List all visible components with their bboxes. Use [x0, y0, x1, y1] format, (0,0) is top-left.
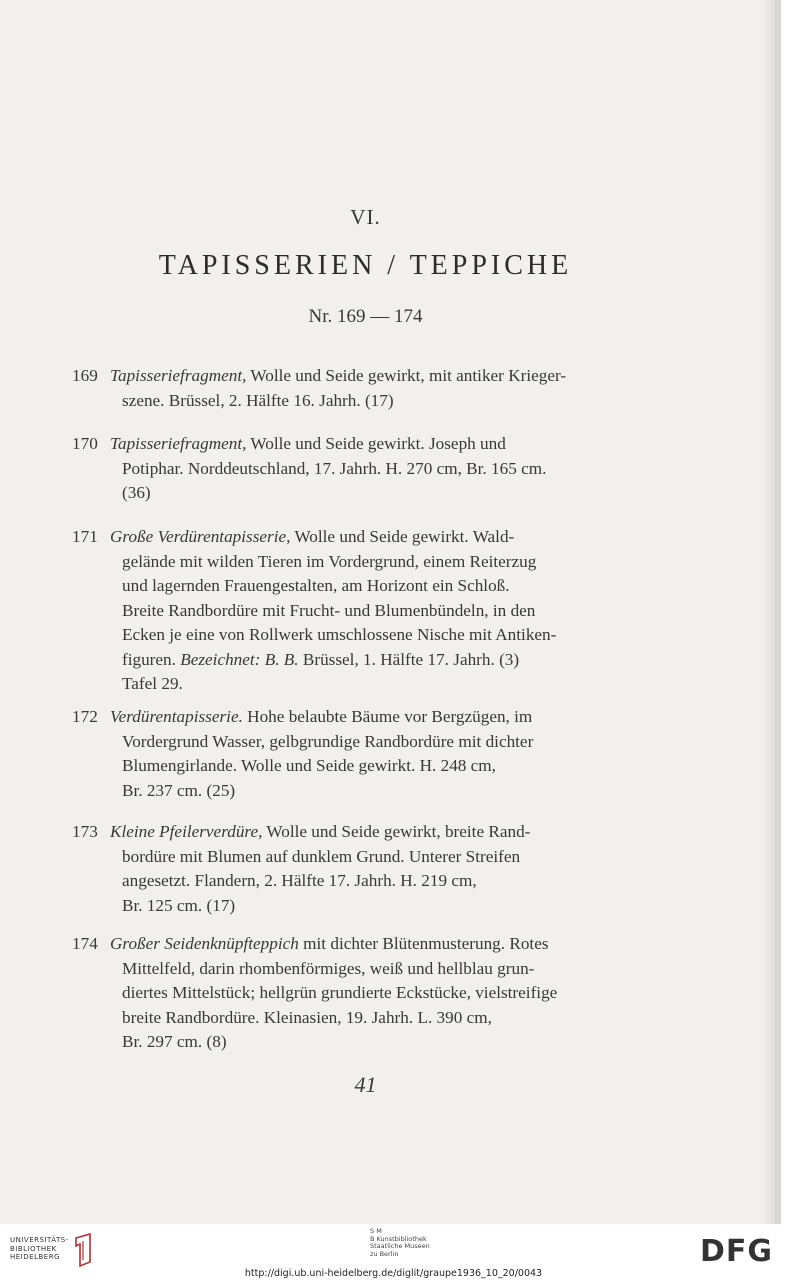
entry-line	[76, 754, 627, 779]
entry-title-italic: Tapisseriefragment,	[110, 366, 247, 385]
entry-text: Hohe belaubte Bäume vor Bergzügen, im	[242, 707, 533, 726]
entry-text: gelände mit wilden Tieren im Vordergrund, einem Reiterzug	[122, 551, 537, 571]
entry-text: bordüre mit Blumen auf dunklem Grund. Unterer Streifen	[122, 846, 521, 866]
entry-text: Wolle und Seide gewirkt. Wald-	[290, 527, 515, 546]
page-edge-shadow	[763, 0, 775, 1224]
entry-text: und lagernden Frauengestalten, am Horizont ein Schloß.	[122, 576, 510, 595]
entry-line	[76, 981, 627, 1006]
entry-number: 173	[72, 822, 98, 841]
entry-line	[76, 820, 627, 845]
entry-line	[76, 894, 627, 919]
entry-text: szene. Brüssel, 2. Hälfte 16. Jahrh. (17)	[122, 390, 394, 410]
entry-line	[76, 389, 627, 414]
entry-line	[76, 364, 627, 389]
digitization-footer	[0, 1224, 787, 1282]
entry-text: diertes Mittelstück; hellgrün grundierte Eckstücke, vielstreifige	[122, 983, 558, 1002]
entry-title-italic: Große Verdürentapisserie,	[110, 527, 291, 546]
entry-line	[76, 550, 627, 575]
entry-title-italic: Verdürentapisserie.	[110, 707, 243, 726]
entry-line	[76, 599, 627, 624]
section-title: TAPISSERIEN / TEPPICHE	[158, 250, 573, 281]
entry-line	[76, 574, 627, 599]
entry-text: Ecken je eine von Rollwerk umschlossene Nische mit Antiken-	[122, 625, 557, 644]
entry-text: Wolle und Seide gewirkt, mit antiker Krieger-	[246, 366, 567, 385]
entry-text: Potiphar. Norddeutschland, 17. Jahrh. H. 270 cm, Br. 165 cm.	[122, 458, 547, 478]
section-number: VI.	[350, 205, 381, 229]
source-url-link[interactable]: http://digi.ub.uni-heidelberg.de/diglit/graupe1936_10_20/0043	[244, 1268, 543, 1279]
entry-line	[76, 672, 627, 697]
entry-title-italic: Großer Seidenknüpfteppich	[110, 934, 299, 953]
entry-line	[76, 432, 627, 457]
entry-number: 170	[72, 434, 98, 453]
entry-line	[76, 779, 627, 804]
entry-text: mit dichter Blütenmusterung. Rotes	[298, 934, 549, 953]
entry-line	[76, 957, 627, 982]
entry-line	[76, 730, 627, 755]
entry-line	[76, 1006, 627, 1031]
entry-line	[76, 648, 627, 673]
entry-text: figuren.	[122, 649, 181, 669]
smb-library-label: S M B Kunstbibliothek Staatliche Museen zu Berlin	[370, 1227, 430, 1258]
entry-line	[76, 481, 627, 506]
entry-text: angesetzt. Flandern, 2. Hälfte 17. Jahrh. H. 219 cm,	[122, 871, 477, 890]
entry-text: (36)	[122, 483, 151, 502]
entry-line	[76, 932, 627, 957]
entry-number: 174	[72, 934, 98, 953]
entry-line	[76, 705, 627, 730]
entry-text: Breite Randbordüre mit Frucht- und Blumenbündeln, in den	[122, 600, 536, 620]
heidelberg-library-label: UNIVERSITÄTS- BIBLIOTHEK HEIDELBERG	[10, 1236, 69, 1261]
entry-text: Wolle und Seide gewirkt, breite Rand-	[262, 822, 531, 841]
entry-text: Br. 237 cm. (25)	[122, 780, 236, 800]
entry-text: Tafel 29.	[122, 674, 183, 693]
entry-text: Br. 297 cm. (8)	[122, 1032, 227, 1051]
entry-line	[76, 845, 627, 870]
dfg-logo: DFG	[700, 1234, 774, 1269]
catalogue-entry	[72, 364, 627, 413]
section-range: Nr. 169 — 174	[308, 306, 423, 327]
catalogue-entry	[72, 932, 627, 1055]
heidelberg-logo-icon	[70, 1232, 96, 1268]
catalogue-entry	[72, 432, 627, 506]
catalogue-entry	[72, 820, 627, 918]
entry-text: Vordergrund Wasser, gelbgrundige Randbordüre mit dichter	[122, 731, 534, 751]
entry-number: 172	[72, 707, 98, 726]
entry-number: 171	[72, 527, 98, 546]
entry-line	[76, 525, 627, 550]
entry-text: Wolle und Seide gewirkt. Joseph und	[246, 434, 506, 453]
entry-text: Blumengirlande. Wolle und Seide gewirkt. H. 248 cm,	[122, 756, 496, 775]
entry-title-italic: Tapisseriefragment,	[110, 434, 247, 453]
entry-line	[76, 1030, 627, 1055]
entry-text: Brüssel, 1. Hälfte 17. Jahrh. (3)	[298, 649, 520, 669]
entry-line	[76, 457, 627, 482]
entry-title-italic: Bezeichnet: B. B.	[180, 649, 299, 669]
entry-line	[76, 623, 627, 648]
entry-text: Mittelfeld, darin rhombenförmiges, weiß und hellblau grun-	[122, 958, 535, 978]
entry-text: Br. 125 cm. (17)	[122, 895, 236, 915]
page-number: 41	[354, 1072, 377, 1097]
entry-line	[76, 869, 627, 894]
entry-number: 169	[72, 366, 98, 385]
entry-text: breite Randbordüre. Kleinasien, 19. Jahrh. L. 390 cm,	[122, 1007, 492, 1027]
entry-title-italic: Kleine Pfeilerverdüre,	[110, 822, 263, 841]
catalogue-entry	[72, 705, 627, 803]
catalogue-entry	[72, 525, 627, 697]
